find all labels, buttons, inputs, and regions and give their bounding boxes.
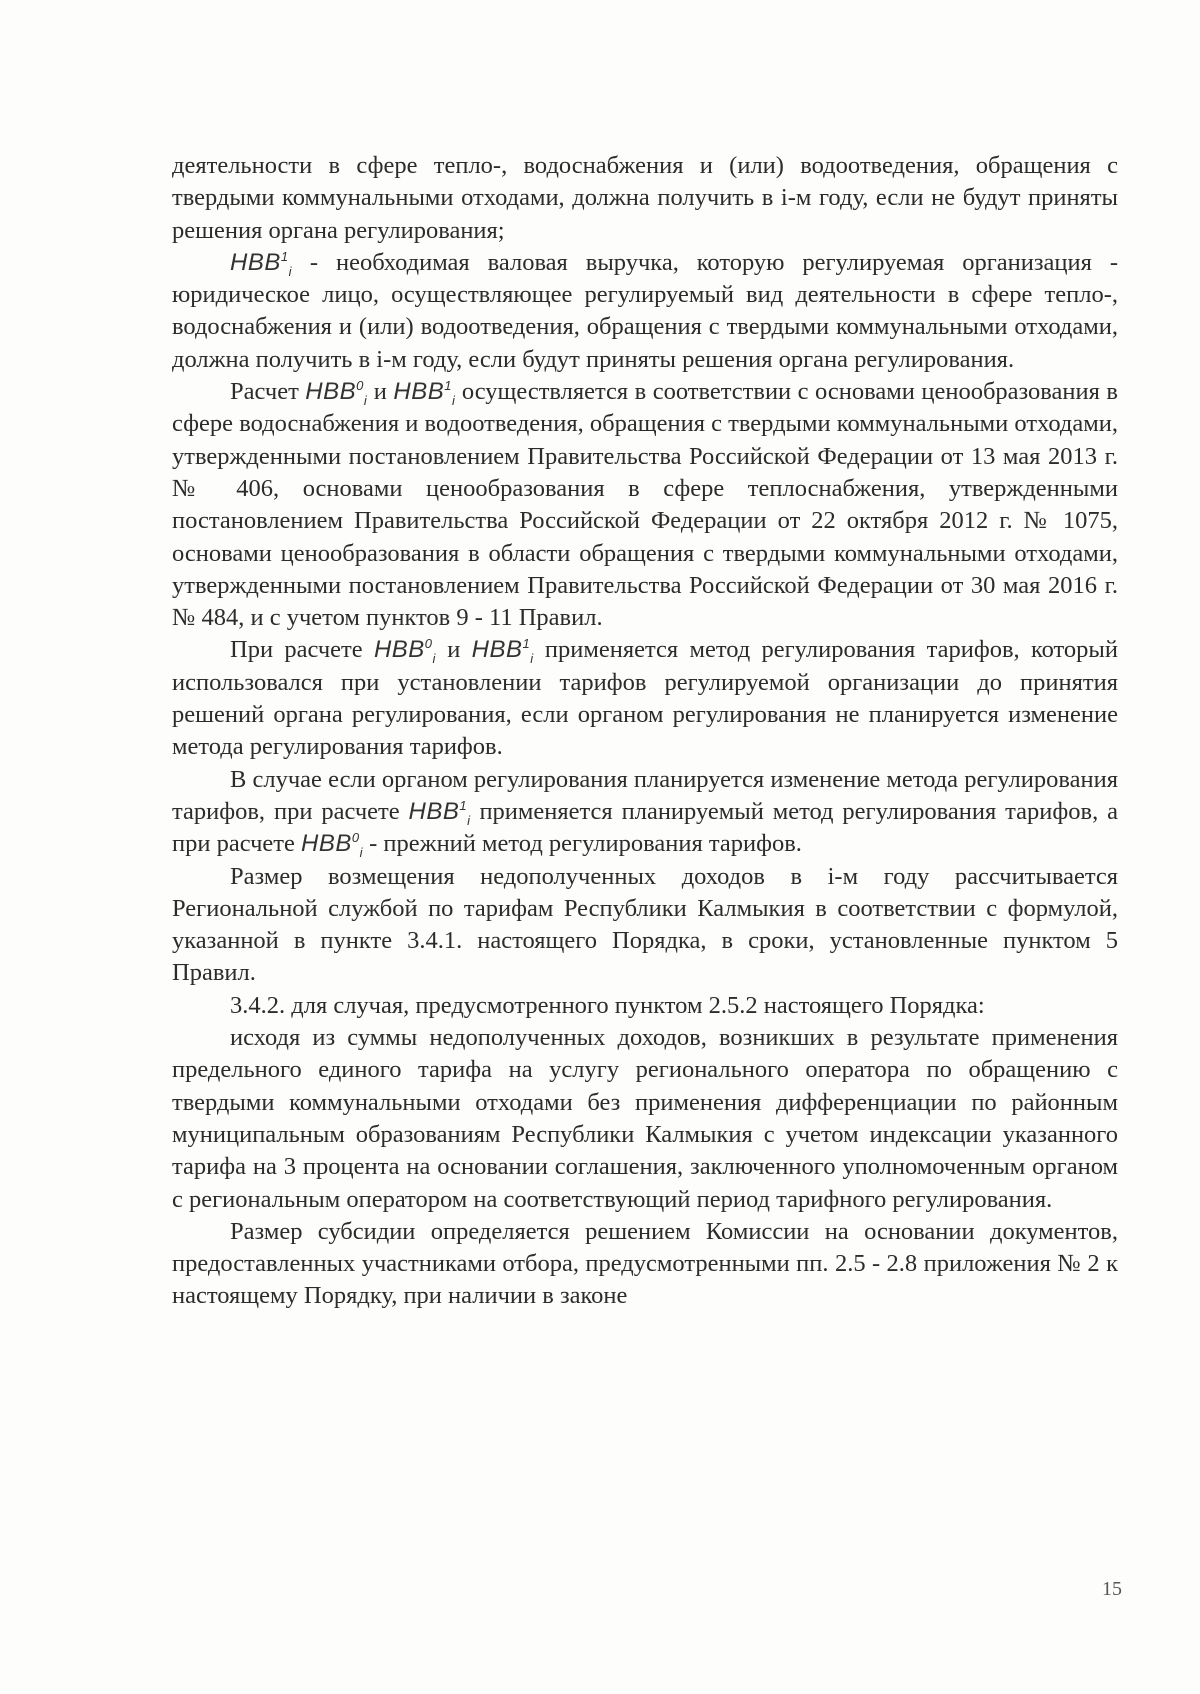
formula-hvv-1: $НВВ^1_i$ <box>471 636 534 667</box>
formula-hvv-0: $НВВ^0_i$ <box>305 378 368 408</box>
page-number: 15 <box>1102 1578 1122 1600</box>
formula-hvv-1: $НВВ^1_i$ <box>393 378 456 408</box>
paragraph-text: деятельности в сфере тепло-, водоснабжения и (или) водоотведения, обращения с твердыми коммунальными отходами, должна получить в i-м году, если не будут приняты решения органа регулирования; <box>172 152 1118 244</box>
document-body <box>172 150 1118 1313</box>
paragraph-compensation: Размер возмещения недополученных доходов в i-м году рассчитывается Региональной службой по тарифам Республики Калмыкия в соответствии с формулой, указанной в пункте 3.4.1. настоящего Порядка, в сроки, установленные пунктом 5 Правил. <box>172 862 1118 987</box>
paragraph-hvv1-definition <box>172 247 1118 376</box>
paragraph-lost-income: исходя из суммы недополученных доходов, возникших в результате применения предельного единого тарифа на услугу регионального оператора по обращению с твердыми коммунальными отходами без применения дифференциации по районным муниципальным образованиям Республики Калмыкия с учетом индексации указанного тарифа на 3 процента на основании соглашения, заключенного уполномоченным органом с региональным оператором на соответствующий период тарифного регулирования. <box>172 1024 1118 1213</box>
paragraph-method-change: В случае если органом регулирования планируется изменение метода регулирования тарифов, при расчете $НВВ^1_i$ применяется планируемый метод регулирования тарифов, а при расчете $НВВ^0_i$ - прежний метод регулирования тарифов. <box>172 765 1118 861</box>
formula-hvv-0: $НВВ^0_i$ <box>301 830 363 861</box>
paragraph-clause-3-4-2: 3.4.2. для случая, предусмотренного пунктом 2.5.2 настоящего Порядка: <box>230 991 985 1019</box>
paragraph-subsidy: Размер субсидии определяется решением Комиссии на основании документов, предоставленных участниками отбора, предусмотренными пп. 2.5 - 2.8 приложения № 2 к настоящему Порядку, при наличии в законе <box>172 1217 1118 1310</box>
formula-hvv-1: $НВВ^1_i$ <box>408 797 471 828</box>
paragraph-method: При расчете $НВВ^0_i$ и $НВВ^1_i$ применяется метод регулирования тарифов, который использовался при установлении тарифов регулируемой организации до принятия решений органа регулирования, если органом регулирования не планируется изменение метода регулирования тарифов. <box>172 636 1118 761</box>
formula-hvv-1: $НВВ^1_i$ <box>230 248 292 279</box>
paragraph-continuation <box>172 150 1118 247</box>
formula-hvv-0: $НВВ^0_i$ <box>373 636 436 667</box>
paragraph-calculation: Расчет $НВВ^0_i$ и $НВВ^1_i$ осуществляется в соответствии с основами ценообразования в сфере водоснабжения и водоотведения, обращения с твердыми коммунальными отходами, утвержденными постановлением Правительства Российской Федерации от 13 мая 2013 г. № 406, основами ценообразования в сфере теплоснабжения, утвержденными постановлением Правительства Российской Федерации от 22 октября 2012 г. № 1075, основами ценообразования в области обращения с твердыми коммунальными отходами, утвержденными постановлением Правительства Российской Федерации от 30 мая 2016 г. № 484, и с учетом пунктов 9 - 11 Правил. <box>172 378 1118 632</box>
paragraph-text: - необходимая валовая выручка, которую регулируемая организация - юридическое лицо, осуществляющее регулируемый вид деятельности в сфере тепло-, водоснабжения и (или) водоотведения, обращения с твердыми коммунальными отходами, должна получить в i-м году, если будут приняты решения органа регулирования. <box>172 248 1118 373</box>
